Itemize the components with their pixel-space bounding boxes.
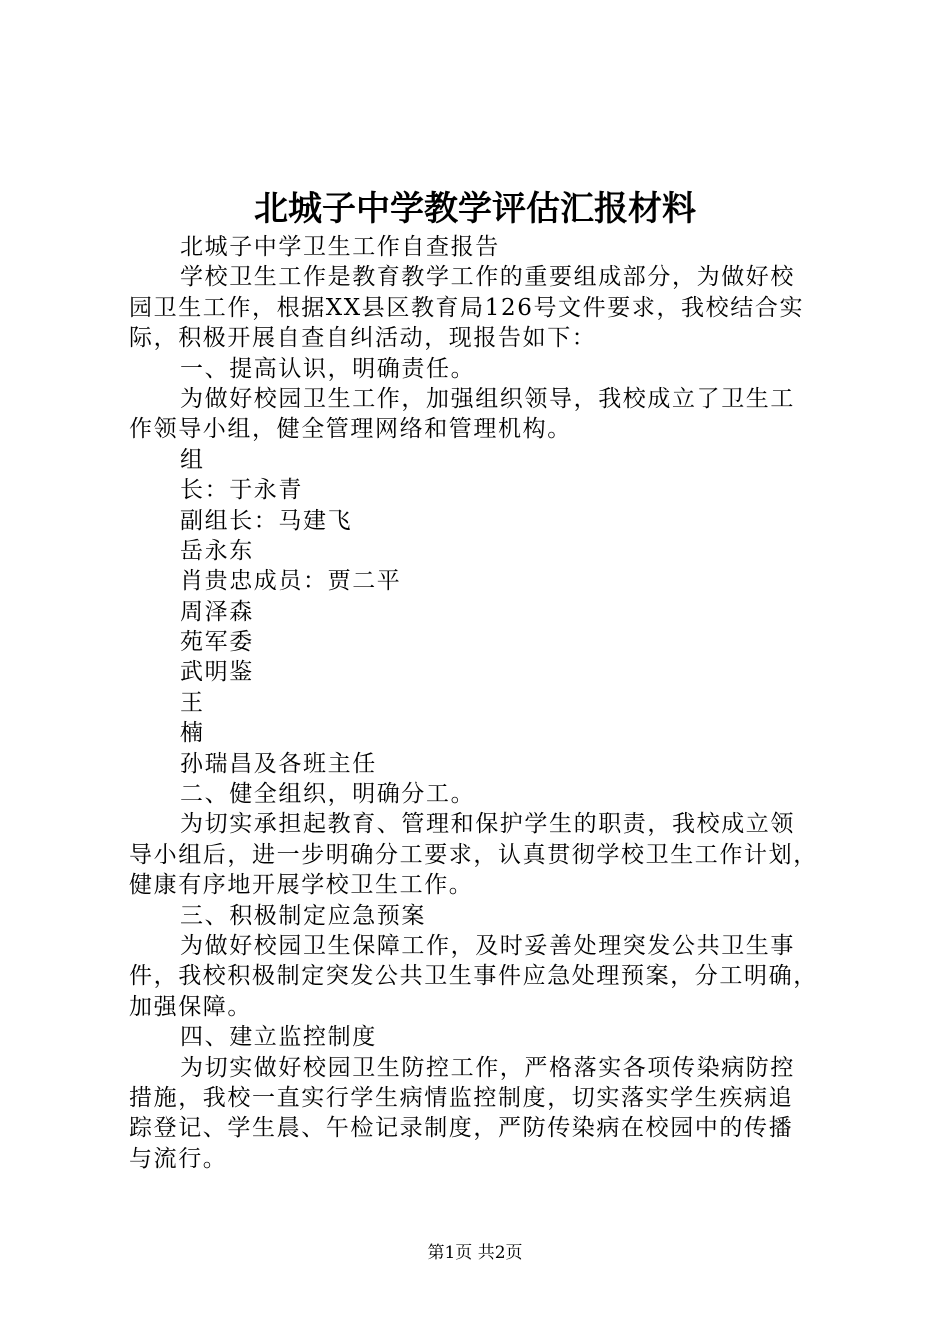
paragraph-line: 措施，我校一直实行学生病情监控制度，切实落实学生疾病追 bbox=[129, 1084, 794, 1111]
section-heading: 一、提高认识，明确责任。 bbox=[180, 355, 476, 382]
page-number-footer: 第1页 共2页 bbox=[427, 1243, 523, 1263]
member-line: 王 bbox=[180, 689, 205, 716]
paragraph-line: 与流行。 bbox=[129, 1145, 228, 1172]
section-heading: 二、健全组织，明确分工。 bbox=[180, 781, 476, 808]
paragraph-line: 踪登记、学生晨、午检记录制度，严防传染病在校园中的传播 bbox=[129, 1115, 794, 1142]
member-line: 楠 bbox=[180, 720, 205, 747]
paragraph-line: 为切实做好校园卫生防控工作，严格落实各项传染病防控 bbox=[180, 1054, 795, 1081]
member-line: 周泽森 bbox=[180, 598, 254, 625]
paragraph-line: 际，积极开展自查自纠活动，现报告如下： bbox=[129, 325, 597, 352]
section-heading: 四、建立监控制度 bbox=[180, 1024, 377, 1051]
paragraph-line: 为切实承担起教育、管理和保护学生的职责，我校成立领 bbox=[180, 811, 795, 838]
document-title: 北城子中学教学评估汇报材料 bbox=[254, 189, 696, 229]
paragraph-line: 为做好校园卫生工作，加强组织领导，我校成立了卫生工 bbox=[180, 385, 795, 412]
paragraph-line: 加强保障。 bbox=[129, 993, 252, 1020]
member-line: 武明鉴 bbox=[180, 659, 254, 686]
paragraph-line: 北城子中学卫生工作自查报告 bbox=[180, 234, 500, 260]
document-body bbox=[129, 232, 841, 1174]
member-line: 长：于永青 bbox=[180, 477, 303, 504]
paragraph-line: 作领导小组，健全管理网络和管理机构。 bbox=[129, 416, 572, 443]
paragraph-line: 导小组后，进一步明确分工要求，认真贯彻学校卫生工作计划， bbox=[129, 841, 818, 868]
member-line: 苑军委 bbox=[180, 629, 254, 656]
member-line: 孙瑞昌及各班主任 bbox=[180, 750, 377, 777]
member-line: 岳永东 bbox=[180, 537, 254, 564]
paragraph-line: 健康有序地开展学校卫生工作。 bbox=[129, 872, 474, 899]
section-heading: 三、积极制定应急预案 bbox=[180, 902, 426, 929]
paragraph-line: 园卫生工作，根据XX县区教育局126号文件要求，我校结合实 bbox=[129, 294, 805, 321]
member-line: 肖贵忠成员：贾二平 bbox=[180, 568, 402, 595]
member-line: 副组长：马建飞 bbox=[180, 507, 353, 534]
member-line: 组 bbox=[180, 446, 205, 473]
paragraph-line: 学校卫生工作是教育教学工作的重要组成部分，为做好校 bbox=[180, 264, 795, 291]
paragraph-line: 件，我校积极制定突发公共卫生事件应急处理预案，分工明确， bbox=[129, 963, 818, 990]
paragraph-line: 为做好校园卫生保障工作，及时妥善处理突发公共卫生事 bbox=[180, 932, 795, 959]
